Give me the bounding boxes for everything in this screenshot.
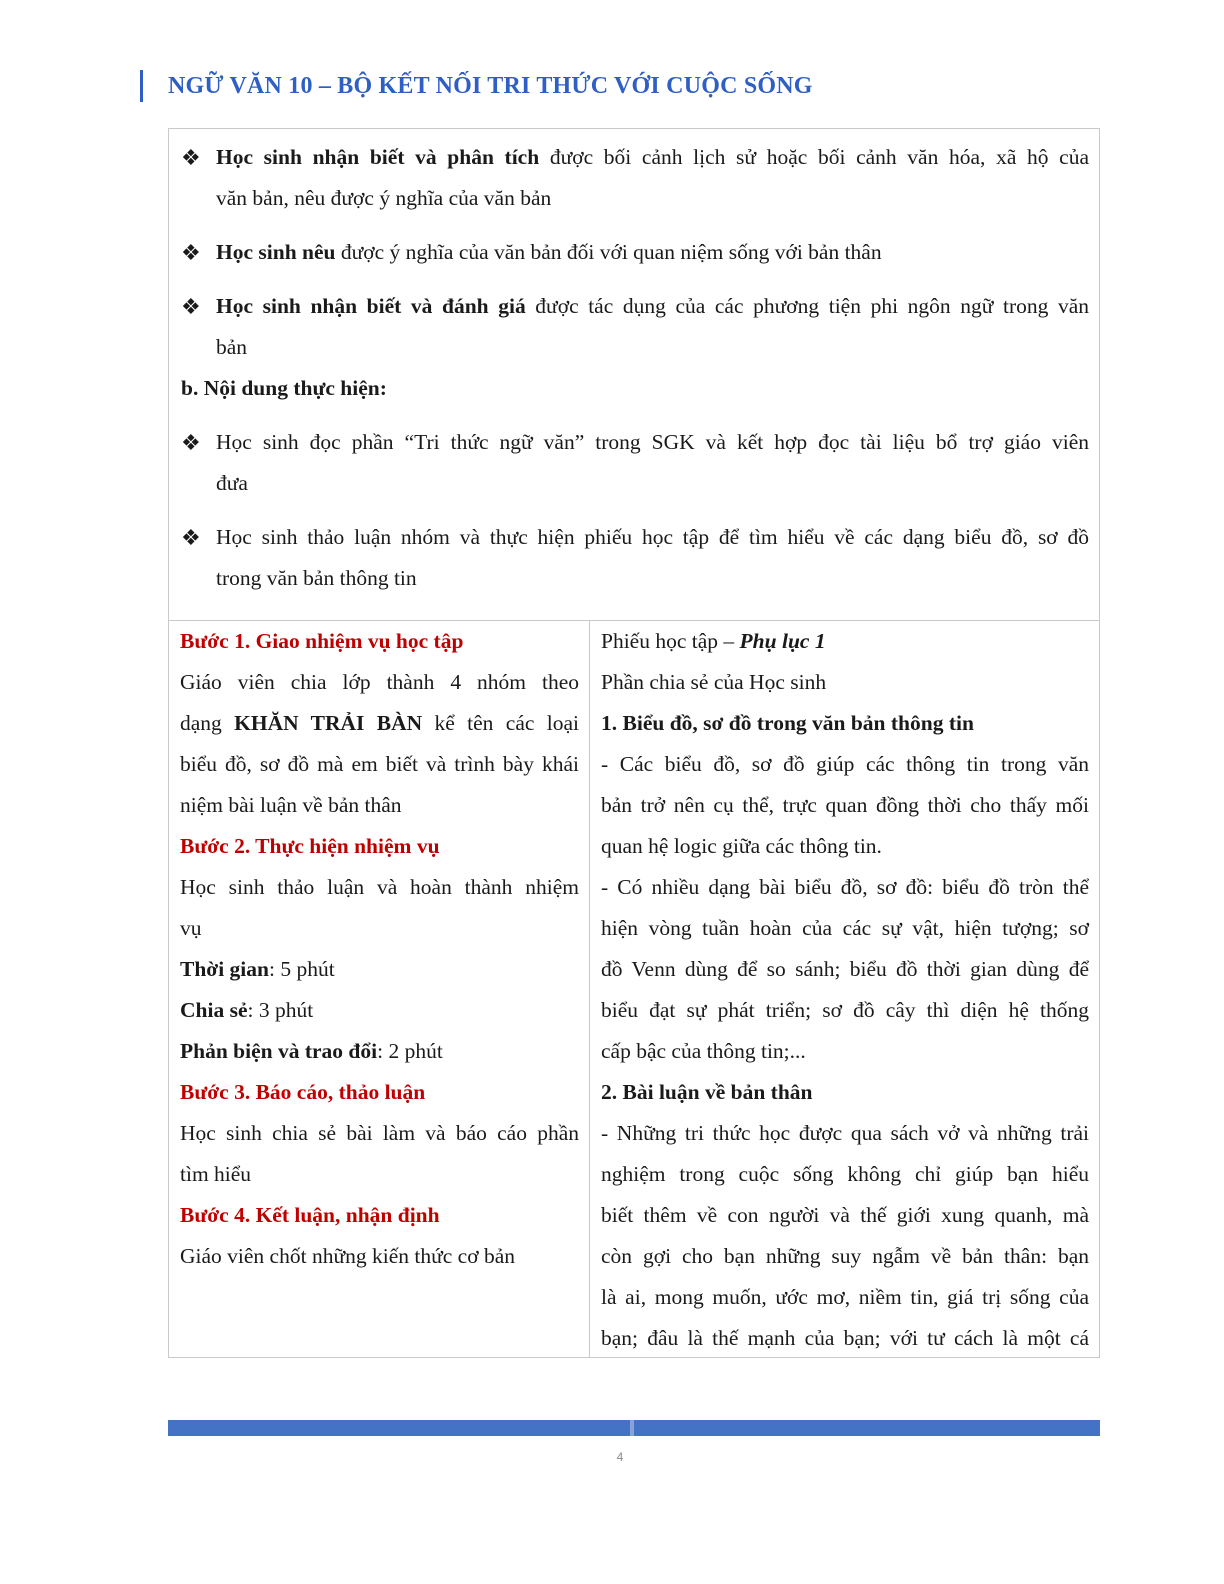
diamond-bullet-icon: ❖: [181, 145, 201, 170]
page-number: 4: [616, 1450, 624, 1464]
step-1-title: Bước 1. Giao nhiệm vụ học tập: [180, 629, 464, 653]
section-1-text: đồ Venn dùng để so sánh; biểu đồ thời gian dùng để: [601, 957, 1089, 981]
footer-bar: [168, 1420, 1100, 1436]
lesson-table: [168, 128, 1100, 1358]
objective-item: [181, 137, 1089, 219]
appendix-ref: Phụ lục 1: [739, 629, 826, 653]
step-2-title: Bước 2. Thực hiện nhiệm vụ: [180, 834, 440, 858]
objective-text: được tác dụng của các phương tiện phi ngôn ngữ trong văn: [525, 294, 1090, 318]
step-1-text: Giáo viên chia lớp thành 4 nhóm theo: [180, 670, 579, 694]
section-2-text: là ai, mong muốn, ước mơ, niềm tin, giá trị sống của: [601, 1285, 1089, 1309]
diamond-bullet-icon: ❖: [181, 525, 201, 550]
share-row: [180, 990, 579, 1031]
time-value: : 5 phút: [268, 957, 335, 981]
page-header-title: NGỮ VĂN 10 – BỘ KẾT NỐI TRI THỨC VỚI CUỘC SỐNG: [168, 73, 813, 99]
section-1-text: quan hệ logic giữa các thông tin.: [601, 834, 882, 858]
objective-bold: Học sinh nhận biết và đánh giá: [216, 294, 526, 318]
share-value: : 3 phút: [247, 998, 314, 1022]
step-2-text: vụ: [180, 916, 202, 940]
activity-text: Học sinh đọc phần “Tri thức ngữ văn” trong SGK và kết hợp đọc tài liệu bổ trợ giáo viên: [216, 430, 1089, 454]
step-1-text: niệm bài luận về bản thân: [180, 793, 402, 817]
section-1-text: - Các biểu đồ, sơ đồ giúp các thông tin trong văn: [601, 752, 1089, 776]
activity-item: [181, 517, 1089, 599]
time-label: Thời gian: [180, 957, 269, 981]
khan-trai-ban-label: KHĂN TRẢI BÀN: [234, 711, 423, 735]
section-2-text: - Những tri thức học được qua sách vở và những trải: [601, 1121, 1089, 1145]
debate-label: Phản biện và trao đổi: [180, 1039, 378, 1063]
step-1-text: biểu đồ, sơ đồ mà em biết và trình bày khái: [180, 752, 579, 776]
section-2-title: 2. Bài luận về bản thân: [601, 1080, 813, 1104]
diamond-bullet-icon: ❖: [181, 240, 201, 265]
steps-cell: [169, 621, 590, 1357]
objective-text: được bối cảnh lịch sử hoặc bối cảnh văn hóa, xã hộ của: [539, 145, 1089, 169]
activity-text: Học sinh thảo luận nhóm và thực hiện phiếu học tập để tìm hiểu về các dạng biểu đồ, sơ đồ: [216, 525, 1089, 549]
objectives-cell: [169, 129, 1099, 621]
section-2-text: bạn; đâu là thế mạnh của bạn; với tư cách là một cá: [601, 1326, 1089, 1350]
student-sharing-cell: [590, 621, 1099, 1357]
section-2-text: còn gợi cho bạn những suy ngẫm về bản thân: bạn: [601, 1244, 1089, 1268]
section-1-title: 1. Biểu đồ, sơ đồ trong văn bản thông tin: [601, 711, 974, 735]
step-4-text: Giáo viên chốt những kiến thức cơ bản: [180, 1244, 515, 1268]
activity-text-line2: trong văn bản thông tin: [216, 566, 417, 590]
section-1-text: biểu đạt sự phát triển; sơ đồ cây thì diện hệ thống: [601, 998, 1089, 1022]
worksheet-ref: [601, 621, 1089, 662]
debate-row: [180, 1031, 579, 1072]
diamond-bullet-icon: ❖: [181, 430, 201, 455]
worksheet-label: Phiếu học tập –: [601, 629, 740, 653]
diamond-bullet-icon: ❖: [181, 294, 201, 319]
step-3-title: Bước 3. Báo cáo, thảo luận: [180, 1080, 426, 1104]
objective-text-line2: văn bản, nêu được ý nghĩa của văn bản: [216, 186, 552, 210]
share-label: Chia sẻ: [180, 998, 248, 1022]
sharing-label: Phần chia sẻ của Học sinh: [601, 670, 827, 694]
objective-text: được ý nghĩa của văn bản đối với quan niệm sống với bản thân: [335, 240, 882, 264]
header-accent-bar: [140, 70, 143, 102]
step-1-text: kể tên các loại: [422, 711, 579, 735]
step-4-title: Bước 4. Kết luận, nhận định: [180, 1203, 440, 1227]
step-3-text: tìm hiểu: [180, 1162, 252, 1186]
step-3-text: Học sinh chia sẻ bài làm và báo cáo phần: [180, 1121, 579, 1145]
objective-text-line2: bản: [216, 335, 248, 359]
activity-text-line2: đưa: [216, 471, 248, 495]
section-2-text: biết thêm về con người và thế giới xung quanh, mà: [601, 1203, 1089, 1227]
step-1-text: dạng: [180, 711, 235, 735]
section-1-text: cấp bậc của thông tin;...: [601, 1039, 806, 1063]
activity-item: [181, 422, 1089, 504]
objective-item: [181, 286, 1089, 368]
section-2-text: nghiệm trong cuộc sống không chỉ giúp bạn hiểu: [601, 1162, 1089, 1186]
debate-value: : 2 phút: [377, 1039, 443, 1063]
step-2-text: Học sinh thảo luận và hoàn thành nhiệm: [180, 875, 579, 899]
time-row: [180, 949, 579, 990]
section-1-text: bản trở nên cụ thể, trực quan đồng thời cho thấy mối: [601, 793, 1089, 817]
objective-item: [181, 232, 1089, 273]
objective-bold: Học sinh nhận biết và phân tích: [216, 145, 540, 169]
content-heading: b. Nội dung thực hiện:: [181, 376, 387, 400]
section-1-text: - Có nhiều dạng bài biểu đồ, sơ đồ: biểu đồ tròn thể: [601, 875, 1089, 899]
objective-bold: Học sinh nêu: [216, 240, 336, 264]
section-1-text: hiện vòng tuần hoàn của các sự vật, hiện tượng; sơ: [601, 916, 1089, 940]
